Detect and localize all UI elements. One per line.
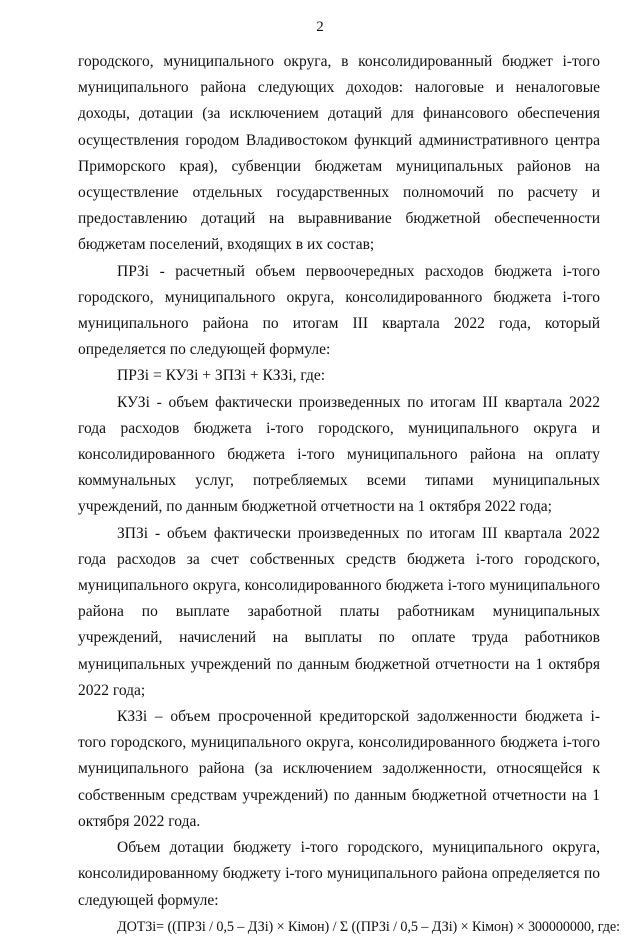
paragraph-kuz-definition: КУЗi - объем фактически произведенных по итогам III квартала 2022 года расходов бюджета i-того городского, муниципального округа и консолидированного бюджета i-того муниципального района на оплату коммунальных услуг, потребляемых всеми типами муниципальных учреждений, по данным бюджетной отчетности на 1 октября 2022 года; — [78, 393, 600, 516]
paragraph-subsidy-volume: Объем дотации бюджету i-того городского, муниципального округа, консолидированному бюджету i-того муниципального района определяется по следующей формуле: — [78, 839, 600, 909]
formula-prz: ПРЗi = КУЗi + ЗПЗi + КЗЗi, где: — [117, 367, 326, 385]
document-body — [78, 49, 620, 940]
paragraph-kzz-definition: КЗЗi – объем просроченной кредиторской задолженности бюджета i-того городского, муниципального округа, консолидированного бюджета i-того муниципального района (за исключением задолженности, относящейся к собственным средствам учреждений) по данным бюджетной отчетности на 1 октября 2022 года. — [78, 708, 600, 830]
paragraph-continuation: городского, муниципального округа, в консолидированный бюджет i-того муниципального района следующих доходов: налоговые и неналоговые доходы, дотации (за исключением дотаций для финансового обеспечения осуществления городом Владивостоком функций административного центра Приморского края), субвенции бюджетам муниципальных районов на осуществление отдельных государственных полномочий по расчету и предоставлению дотаций на выравнивание бюджетной обеспеченности бюджетам поселений, входящих в их состав; — [78, 53, 600, 254]
paragraph-prz-definition: ПРЗi - расчетный объем первоочередных расходов бюджета i-того городского, муниципального округа, консолидированного бюджета i-того муниципального района по итогам III квартала 2022 года, который определяется по следующей формуле: — [78, 262, 600, 359]
page-number: 2 — [316, 19, 324, 35]
formula-dotz: ДОТЗi= ((ПРЗi / 0,5 – ДЗi) × Кiмон) / Σ ((ПРЗi / 0,5 – ДЗi) × Кiмон) × 300000000, где: — [117, 918, 620, 935]
paragraph-zpz-definition: ЗПЗi - объем фактически произведенных по итогам III квартала 2022 года расходов за счет собственных средств бюджета i-того городского, муниципального округа, консолидированного бюджета i-того муниципального района по выплате заработной платы работникам муниципальных учреждений, начислений на выплаты по оплате труда работников муниципальных учреждений по данным бюджетной отчетности на 1 октября 2022 года; — [78, 524, 600, 699]
